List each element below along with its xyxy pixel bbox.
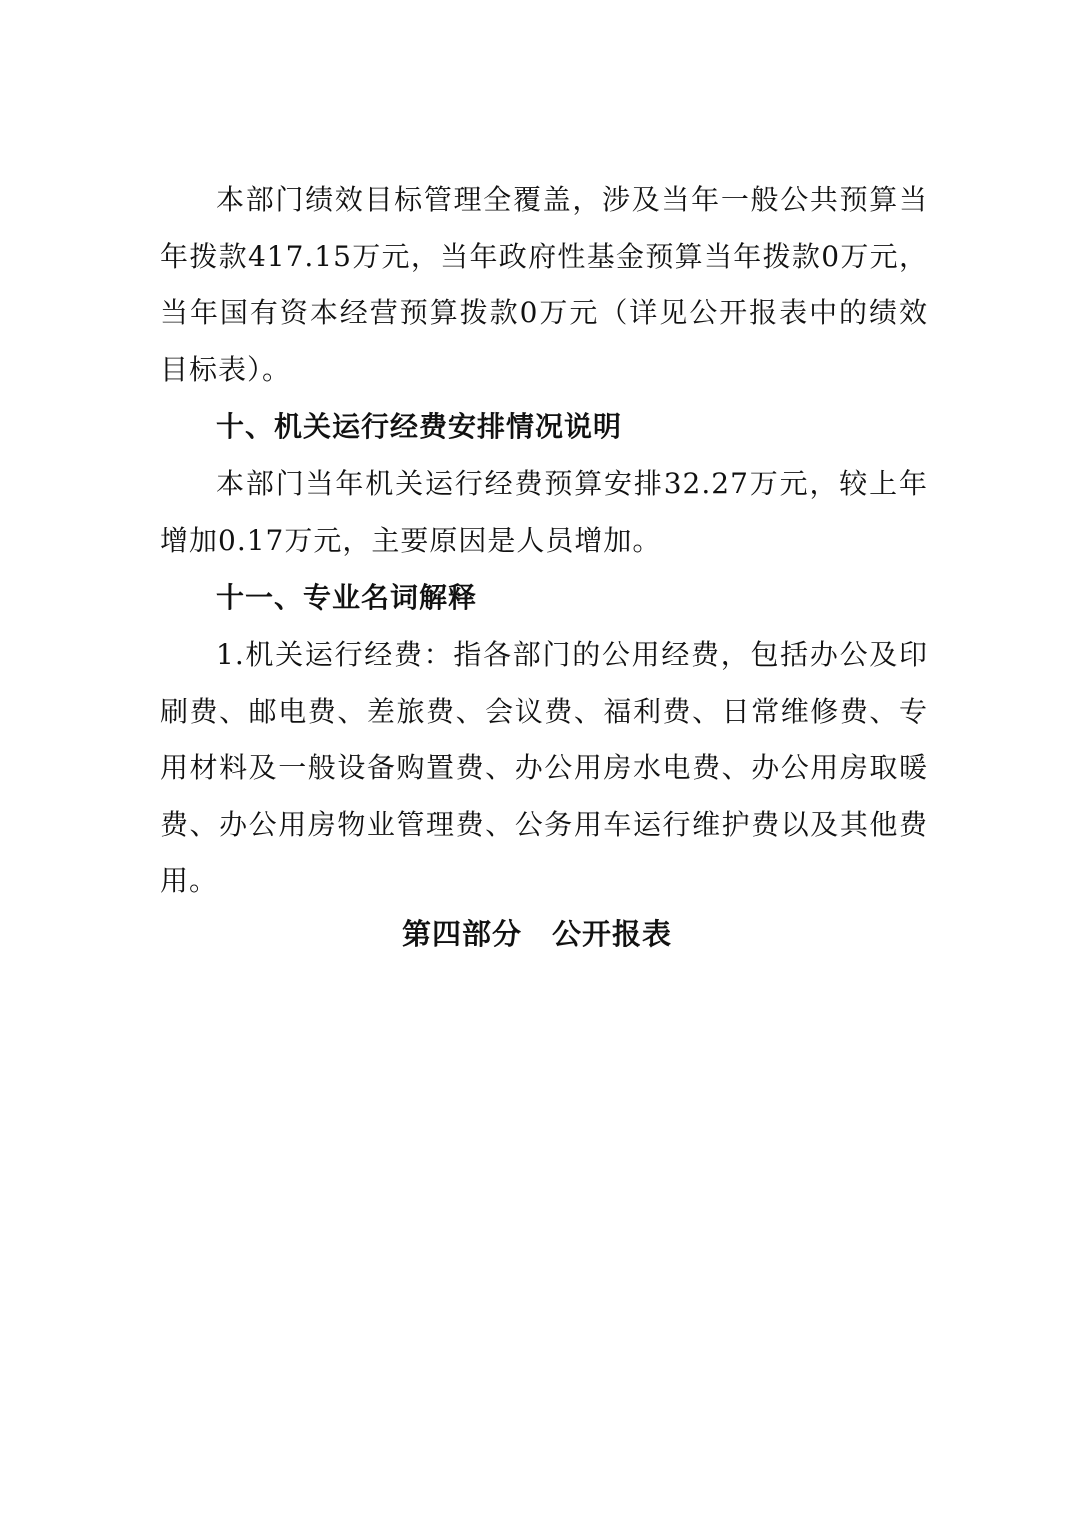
section-11-heading: 十一、专业名词解释 — [216, 581, 478, 614]
part-four-title: 第四部分 公开报表 — [401, 917, 672, 951]
section-10-heading: 十、机关运行经费安排情况说明 — [216, 410, 623, 443]
section-10-body: 本部门当年机关运行经费预算安排32.27万元，较上年增加0.17万元，主要原因是人员增加。 — [160, 467, 928, 557]
performance-paragraph: 本部门绩效目标管理全覆盖，涉及当年一般公共预算当年拨款417.15万元，当年政府性基金预算当年拨款0万元，当年国有资本经营预算拨款0万元（详见公开报表中的绩效目标表）。 — [160, 183, 928, 386]
section-11-item-1: 1.机关运行经费：指各部门的公用经费，包括办公及印刷费、邮电费、差旅费、会议费、福利费、日常维修费、专用材料及一般设备购置费、办公用房水电费、办公用房取暖费、办公用房物业管理费、公务用车运行维护费以及其他费用。 — [160, 638, 928, 897]
document-page — [160, 172, 928, 910]
